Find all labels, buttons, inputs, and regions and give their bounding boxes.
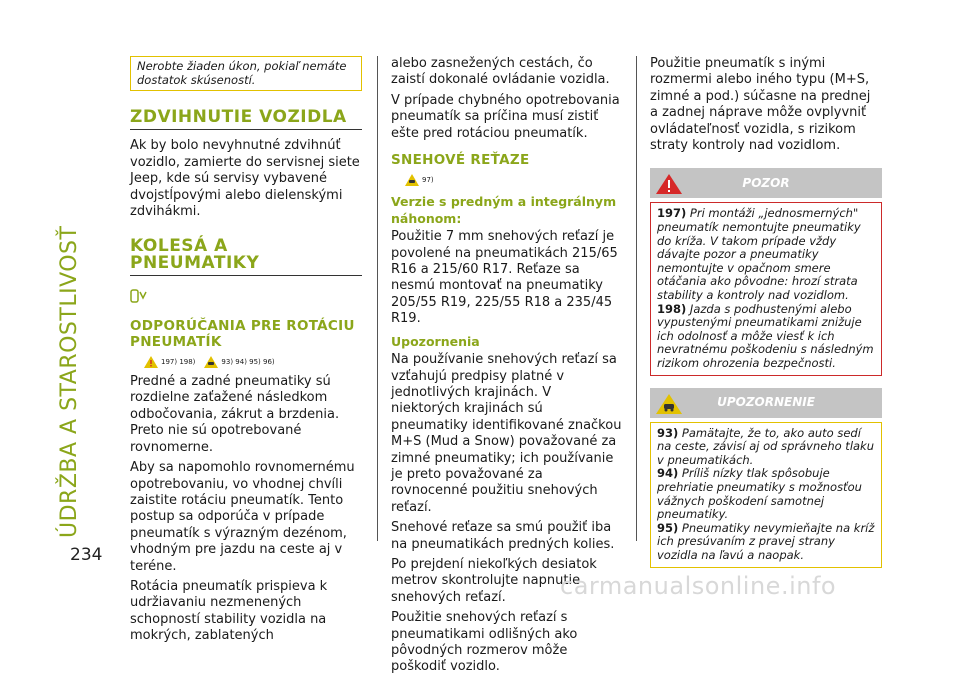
danger-icon (656, 174, 682, 194)
caution-car-icon (204, 356, 218, 368)
paragraph: Aby sa napomohlo rovnomernému opotrebovaniu, vo vhodnej chvíli zaistite rotáciu pneumatík. Tento postup sa odporúča v prípade pneumatík s výrazným dezénom, vhodným pre jazdu na ceste aj v teréne. (130, 460, 355, 574)
note-text: Príliš nízky tlak spôsobuje prehriatie pneumatiky s možnosťou vážnych poškodení samotnej pneumatiky. (657, 466, 862, 522)
warning-text: Pri montáži „jednosmerných" pneumatík nemontujte pneumatiky do kríža. V takom prípade vždy dávajte pozor a pneumatiky nemontujte v opačnom smere otáčania ako pôvodne: hrozí strata stability a kontroly nad vozidlom. (657, 206, 861, 302)
pozor-panel-header (650, 168, 882, 198)
pozor-title: POZOR (742, 176, 790, 191)
paragraph: Rotácia pneumatík prispieva k udržiavaniu nezmenených schopností stability vozidla na mokrých, zablatených (130, 578, 328, 644)
heading-snow-chains: SNEHOVÉ REŤAZE (391, 152, 530, 169)
caution-car-icon (656, 394, 682, 414)
note-number: 94) (657, 466, 679, 481)
note-number: 93) (657, 425, 679, 440)
refs-caution: 97) (422, 176, 434, 185)
section-side-title: ÚDRŽBA A STAROSTLIVOSŤ (57, 225, 82, 538)
paragraph: V prípade chybného opotrebovania pneumatík sa príčina musí zistiť ešte pred rotáciou pneumatík. (391, 92, 620, 141)
paragraph: Použitie snehových reťazí s pneumatikami odlišných ako pôvodných rozmerov môže poškodiť vozidlo. (391, 610, 578, 675)
column-1 (130, 56, 362, 649)
column-divider (636, 56, 637, 541)
warning-number: 198) (657, 301, 687, 316)
paragraph: Použitie 7 mm snehových reťazí je povolené na pneumatikách 215/65 R16 a 215/60 R17. Reťaze sa nesmú montovať na pneumatiky 205/55 R19, 225/55 R18 a 235/45 R19. (391, 229, 618, 327)
warning-text: Jazda s podhustenými alebo vypustenými pneumatikami znižuje ich odolnosť a môže viesť k ich nevratnému poškodeniu s následným rizikom ohrozenia bezpečnosti. (657, 301, 874, 370)
pozor-panel-body (650, 202, 882, 375)
note-text: Pamätajte, že to, ako auto sedí na ceste, závisí aj od správneho tlaku v pneumatikách. (657, 425, 875, 467)
tire-icon (130, 288, 148, 304)
column-3 (650, 56, 882, 568)
watermark: carmanualsonline.info (560, 572, 837, 600)
column-divider (377, 56, 378, 541)
paragraph: Na používanie snehových reťazí sa vzťahujú predpisy platné v jednotlivých krajinách. V niektorých krajinách sú pneumatiky identifikované značkou M+S (Mud a Snow) považované za zimné pneumatiky; ich používanie je preto považované za rovnocenné použitiu snehových reťazí. (391, 352, 622, 515)
note-text: Pneumatiky nevymieňajte na kríž ich presúvaním z pravej strany vozidla na ľavú a naopak. (657, 520, 875, 562)
heading-lifting: ZDVIHNUTIE VOZIDLA (130, 109, 362, 130)
heading-tire-rotation: ODPORÚČANIA PRE ROTÁCIU PNEUMATÍK (130, 317, 355, 350)
note-box: Nerobte žiaden úkon, pokiaľ nemáte dostatok skúseností. (130, 56, 362, 91)
subheading-drive-versions: Verzie s predným a integrálnym náhonom: (391, 194, 617, 226)
caution-refs (405, 172, 623, 188)
danger-icon (144, 356, 158, 368)
refs-danger: 197) 198) (161, 357, 196, 366)
warning-refs (144, 354, 362, 370)
heading-wheels: KOLESÁ A PNEUMATIKY (130, 238, 362, 276)
page-number: 234 (70, 545, 103, 565)
warning-number: 197) (657, 206, 687, 221)
refs-caution: 93) 94) 95) 96) (221, 357, 275, 366)
caution-car-icon (405, 174, 419, 186)
paragraph: Použitie pneumatík s inými rozmermi alebo iného typu (M+S, zimné a pod.) súčasne na prednej a zadnej náprave môže ovplyvniť ovládateľnosť vozidla, s rizikom straty kontroly nad vozidlom. (650, 56, 871, 154)
paragraph: Snehové reťaze sa smú použiť iba na pneumatikách predných kolies. (391, 520, 615, 552)
paragraph: Ak by bolo nevyhnutné zdvihnúť vozidlo, zamierte do servisnej siete Jeep, kde sú servisy vybavené dvojstĺpovými alebo dielenskými zdvihákmi. (130, 138, 360, 220)
upozornenie-title: UPOZORNENIE (717, 395, 815, 410)
upozornenie-panel-header (650, 388, 882, 418)
upozornenie-panel-body (650, 422, 882, 568)
paragraph: Po prejdení niekoľkých desiatok metrov skontrolujte napnutie snehových reťazí. (391, 556, 597, 605)
paragraph: Predné a zadné pneumatiky sú rozdielne zaťažené následkom odbočovania, zákrut a brzdenia. Preto nie sú opotrebované rovnomerne. (130, 374, 340, 455)
note-number: 95) (657, 520, 679, 535)
subheading-notes: Upozornenia (391, 333, 480, 349)
paragraph: alebo zasnežených cestách, čo zaistí dokonalé ovládanie vozidla. (391, 56, 610, 88)
